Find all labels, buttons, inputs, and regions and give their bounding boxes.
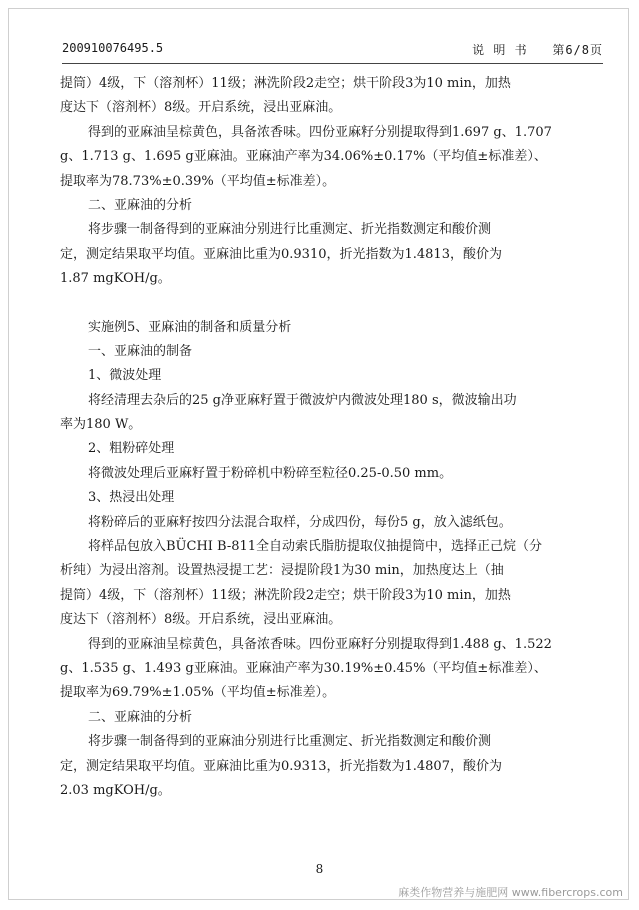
- header-rule: [62, 63, 603, 64]
- text-line: 定，测定结果取平均值。亚麻油比重为0.9313，折光指数为1.4807，酸价为: [60, 758, 502, 774]
- text-line: 得到的亚麻油呈棕黄色，具备浓香味。四份亚麻籽分别提取得到1.488 g、1.522: [88, 636, 552, 652]
- text-line: 提取率为78.73%±0.39%（平均值±标准差）。: [60, 173, 336, 189]
- section-label: 说 明 书: [472, 43, 528, 57]
- step-heading: 1、微波处理: [88, 368, 162, 384]
- text-line: 度达下（溶剂杯）8级。开启系统，浸出亚麻油。: [60, 612, 342, 628]
- text-line: 定，测定结果取平均值。亚麻油比重为0.9310，折光指数为1.4813，酸价为: [60, 246, 502, 262]
- text-line: 提取率为69.79%±1.05%（平均值±标准差）。: [60, 685, 336, 701]
- text-line: 提筒）4级，下（溶剂杯）11级；淋洗阶段2走空；烘干阶段3为10 min，加热: [60, 76, 511, 91]
- watermark: 麻类作物营养与施肥网 www.fibercrops.com: [398, 886, 623, 899]
- text-line: 2.03 mgKOH/g。: [60, 782, 171, 798]
- page-label: 第6/8页: [552, 43, 603, 57]
- text-line: 1.87 mgKOH/g。: [60, 271, 171, 287]
- text-line: 提筒）4级，下（溶剂杯）11级；淋洗阶段2走空；烘干阶段3为10 min，加热: [60, 587, 511, 603]
- body-text: [60, 72, 605, 803]
- text-line: 得到的亚麻油呈棕黄色，具备浓香味。四份亚麻籽分别提取得到1.697 g、1.707: [88, 124, 552, 140]
- text-line: 率为180 W。: [60, 417, 142, 433]
- section-heading: 一、亚麻油的制备: [88, 343, 193, 359]
- text-line: 将步骤一制备得到的亚麻油分别进行比重测定、折光指数测定和酸价测: [88, 734, 492, 750]
- step-heading: 2、粗粉碎处理: [88, 441, 175, 457]
- page-number: 8: [315, 862, 324, 876]
- text-line: g、1.535 g、1.493 g亚麻油。亚麻油产率为30.19%±0.45%（平均值±标准差）、: [60, 660, 547, 676]
- text-line: 将经清理去杂后的25 g净亚麻籽置于微波炉内微波处理180 s，微波输出功: [88, 392, 517, 408]
- text-line: 将粉碎后的亚麻籽按四分法混合取样，分成四份，每份5 g，放入滤纸包。: [88, 514, 512, 530]
- text-line: 将样品包放入BÜCHI B-811全自动索氏脂肪提取仪抽提筒中，选择正己烷（分: [88, 539, 543, 555]
- text-line: 将微波处理后亚麻籽置于粉碎机中粉碎至粒径0.25-0.50 mm。: [88, 465, 453, 481]
- section-heading: 二、亚麻油的分析: [88, 709, 193, 725]
- text-line: 析纯）为浸出溶剂。设置热浸提工艺：浸提阶段1为30 min，加热度达上（抽: [60, 563, 504, 579]
- header-right: [472, 41, 603, 58]
- text-line: 将步骤一制备得到的亚麻油分别进行比重测定、折光指数测定和酸价测: [88, 222, 492, 238]
- page-header: [62, 41, 603, 59]
- text-line: 度达下（溶剂杯）8级。开启系统，浸出亚麻油。: [60, 100, 342, 116]
- example-heading: 实施例5、亚麻油的制备和质量分析: [88, 319, 292, 335]
- paragraph-gap: [60, 292, 605, 316]
- document-number: 200910076495.5: [62, 41, 164, 55]
- section-heading: 二、亚麻油的分析: [88, 197, 193, 213]
- text-line: g、1.713 g、1.695 g亚麻油。亚麻油产率为34.06%±0.17%（平均值±标准差）、: [60, 149, 547, 165]
- step-heading: 3、热浸出处理: [88, 490, 175, 506]
